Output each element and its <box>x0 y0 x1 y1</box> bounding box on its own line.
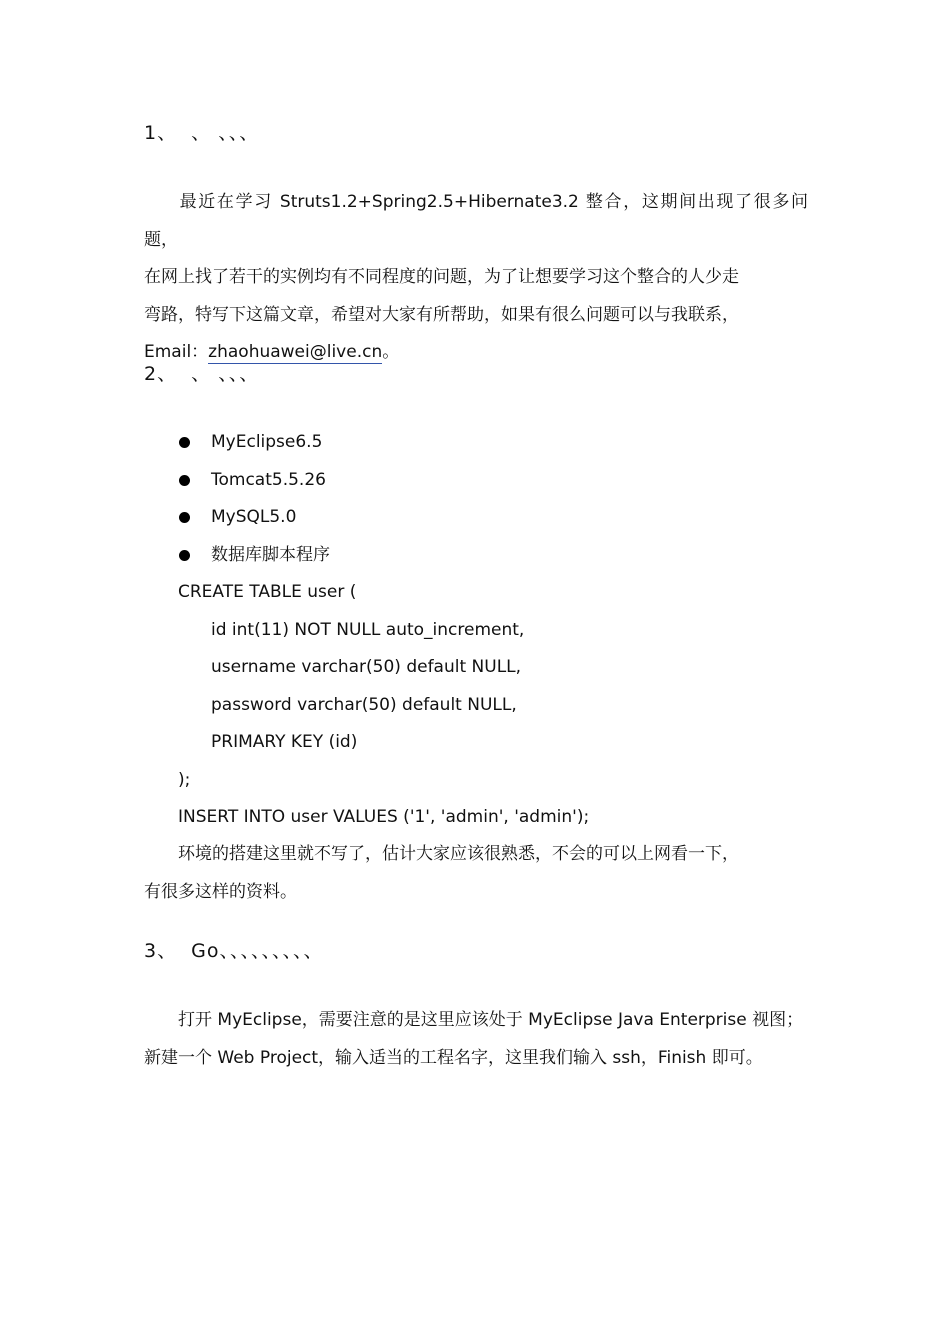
paragraph-line: 环境的搭建这里就不写了，估计大家应该很熟悉，不会的可以上网看一下， <box>178 844 739 864</box>
code-line: CREATE TABLE user ( <box>178 582 357 602</box>
code-line: PRIMARY KEY (id) <box>211 732 358 752</box>
section-1-heading: 1、 、 、、、 <box>144 122 260 144</box>
bullet-icon <box>179 437 190 448</box>
section-3-heading: 3、 Go、、、、、、、、、 <box>144 940 324 962</box>
code-line: password varchar(50) default NULL, <box>211 694 517 715</box>
list-item: 数据库脚本程序 <box>178 537 330 575</box>
email-link[interactable]: zhaohuawei@live.cn <box>208 342 383 362</box>
section-2-closing-paragraph <box>144 836 808 911</box>
list-item: MyEclipse6.5 <box>178 424 330 462</box>
code-line: ); <box>178 769 191 790</box>
sql-script <box>178 574 589 837</box>
paragraph-line: 新建一个 Web Project，输入适当的工程名字，这里我们输入 ssh，Finish 即可。 <box>144 1047 763 1068</box>
requirements-list <box>178 424 330 574</box>
paragraph-line: 在网上找了若干的实例均有不同程度的问题，为了让想要学习这个整合的人少走 <box>144 267 739 287</box>
email-label: Email： <box>144 342 209 362</box>
bullet-icon <box>179 550 190 561</box>
code-line: INSERT INTO user VALUES ('1', 'admin', 'admin'); <box>178 807 590 827</box>
bullet-icon <box>179 512 190 523</box>
bullet-icon <box>179 475 190 486</box>
paragraph-line: 打开 MyEclipse，需要注意的是这里应该处于 MyEclipse Java Enterprise 视图； <box>178 1010 804 1030</box>
section-2-heading: 2、 、 、、、 <box>144 363 260 385</box>
section-1-paragraph <box>144 184 808 372</box>
paragraph-line: 弯路，特写下这篇文章，希望对大家有所帮助，如果有很么问题可以与我联系， <box>144 304 739 325</box>
paragraph-line: 有很多这样的资料。 <box>144 881 297 902</box>
section-3-paragraph <box>144 1002 808 1077</box>
list-item: MySQL5.0 <box>178 499 330 537</box>
list-item: Tomcat5.5.26 <box>178 462 330 500</box>
code-line: id int(11) NOT NULL auto_increment, <box>211 619 525 640</box>
paragraph-line: 最近在学习 Struts1.2+Spring2.5+Hibernate3.2 整合，这期间出现了很多问题， <box>144 192 808 250</box>
code-line: username varchar(50) default NULL, <box>211 657 522 677</box>
email-suffix: 。 <box>382 342 400 362</box>
